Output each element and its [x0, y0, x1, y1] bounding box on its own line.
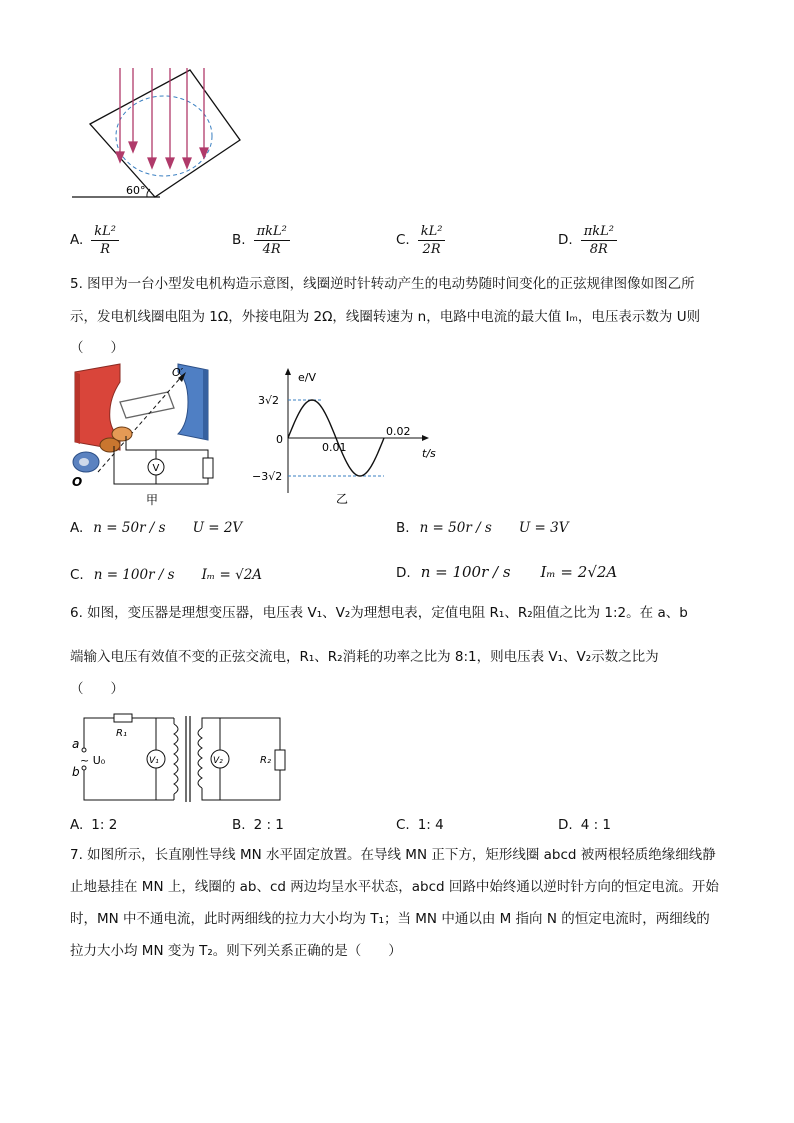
- x-axis-label: t/s: [422, 447, 436, 460]
- v2-label: V₂: [213, 756, 223, 766]
- label-o: O: [72, 475, 83, 489]
- r2-label: R₂: [260, 755, 271, 766]
- q5-option-a[interactable]: [70, 516, 242, 536]
- secondary-wire: [202, 718, 280, 750]
- v1-label: V₁: [149, 756, 159, 766]
- option-letter: B.: [232, 817, 246, 833]
- y-max-label: 3√2: [258, 394, 280, 407]
- option-letter: C.: [70, 567, 84, 583]
- q5-line-1: 5. 图甲为一台小型发电机构造示意图，线圈逆时针转动产生的电动势随时间变化的正弦规律图像如图乙所: [70, 276, 695, 292]
- coil: [120, 392, 174, 418]
- q6-option-d[interactable]: [558, 817, 611, 833]
- caption-yi: 乙: [336, 492, 349, 506]
- q4-option-a[interactable]: [70, 220, 119, 260]
- x-tick-002: 0.02: [386, 425, 411, 438]
- q4-option-d[interactable]: [558, 220, 617, 260]
- q5-line-2: 示，发电机线圈电阻为 1Ω，外接电阻为 2Ω，线圈转速为 n，电路中电流的最大值 Iₘ，电压表示数为 U则: [70, 309, 701, 325]
- fraction: $\frac{\text{πkL²}}{4R}$: [254, 224, 290, 257]
- option-text: 2 : 1: [253, 817, 284, 833]
- caption-jia: 甲: [146, 493, 159, 507]
- option-text: n = 100r / s Iₘ = √2A: [93, 567, 263, 583]
- svg-text:V: V: [152, 463, 160, 474]
- q4-option-c[interactable]: [396, 220, 445, 260]
- r1-resistor-icon: [114, 714, 132, 722]
- option-letter: B.: [232, 232, 246, 248]
- q5-option-b[interactable]: [396, 516, 568, 536]
- option-letter: D.: [558, 817, 573, 833]
- y-min-label: −3√2: [252, 470, 283, 483]
- q7-line-1: 7. 如图所示，长直刚性导线 MN 水平固定放置。在导线 MN 正下方，矩形线圈 abcd 被两根轻质绝缘细线静: [70, 847, 716, 863]
- origin-label: 0: [276, 433, 283, 446]
- fraction: $\frac{\text{πkL²}}{8R}$: [581, 224, 617, 257]
- option-text: 1: 2: [91, 817, 118, 833]
- option-letter: B.: [396, 520, 410, 536]
- q6-transformer-figure: [70, 710, 295, 806]
- q7-line-4: 拉力大小均 MN 变为 T₂。则下列关系正确的是（ ）: [70, 943, 402, 959]
- q6-line-2: 端输入电压有效值不变的正弦交流电，R₁、R₂消耗的功率之比为 8:1，则电压表 V₁、V₂示数之比为: [70, 649, 659, 665]
- source-label: ~ U₀: [80, 754, 106, 767]
- q7-line-2: 止地悬挂在 MN 上，线圈的 ab、cd 两边均呈水平状态，abcd 回路中始终通以逆时针方向的恒定电流。开始: [70, 879, 719, 895]
- q5-bracket: （ ）: [70, 340, 124, 356]
- dashed-circle: [116, 96, 212, 176]
- option-text: n = 100r / s Iₘ = 2√2A: [420, 563, 618, 581]
- q6-option-a[interactable]: [70, 817, 117, 833]
- fraction: $\frac{\text{kL²}}{2R}$: [418, 224, 446, 257]
- r2-resistor-icon: [275, 750, 285, 770]
- option-text: 4 : 1: [580, 817, 611, 833]
- q6-line-1: 6. 如图，变压器是理想变压器，电压表 V₁、V₂为理想电表，定值电阻 R₁、R₂阻值之比为 1:2。在 a、b: [70, 605, 688, 621]
- option-letter: D.: [396, 565, 411, 581]
- q5-option-d[interactable]: [396, 561, 617, 582]
- q4-figure: [70, 60, 270, 205]
- option-text: n = 50r / s U = 3V: [419, 520, 569, 536]
- option-letter: A.: [70, 232, 84, 248]
- square-loop: [90, 70, 240, 197]
- q5-emf-graph: [252, 365, 452, 510]
- option-letter: C.: [396, 817, 410, 833]
- field-arrows: [116, 68, 208, 168]
- angle-label: 60°: [126, 184, 146, 197]
- q4-option-b[interactable]: [232, 220, 290, 260]
- option-text: 1: 4: [417, 817, 444, 833]
- option-text: n = 50r / s U = 2V: [93, 520, 243, 536]
- y-axis-label: e/V: [298, 371, 316, 384]
- q6-bracket: （ ）: [70, 681, 124, 697]
- label-o-prime: O′: [172, 366, 184, 379]
- x-tick-001: 0.01: [322, 441, 347, 454]
- q7-line-3: 时，MN 中不通电流，此时两细线的拉力大小均为 T₁；当 MN 中通以由 M 指向 N 的恒定电流时，两细线的: [70, 911, 710, 927]
- fraction: $\frac{\text{kL²}}{R}$: [91, 224, 119, 257]
- q6-option-c[interactable]: [396, 817, 444, 833]
- terminal-a: a: [72, 737, 80, 751]
- q5-generator-figure: [70, 362, 230, 512]
- option-letter: A.: [70, 520, 84, 536]
- option-letter: D.: [558, 232, 573, 248]
- q5-option-c[interactable]: [70, 563, 262, 583]
- r1-label: R₁: [116, 728, 127, 739]
- option-letter: A.: [70, 817, 84, 833]
- option-letter: C.: [396, 232, 410, 248]
- resistor-icon: [203, 458, 213, 478]
- q6-option-b[interactable]: [232, 817, 284, 833]
- terminal-b: b: [72, 765, 80, 779]
